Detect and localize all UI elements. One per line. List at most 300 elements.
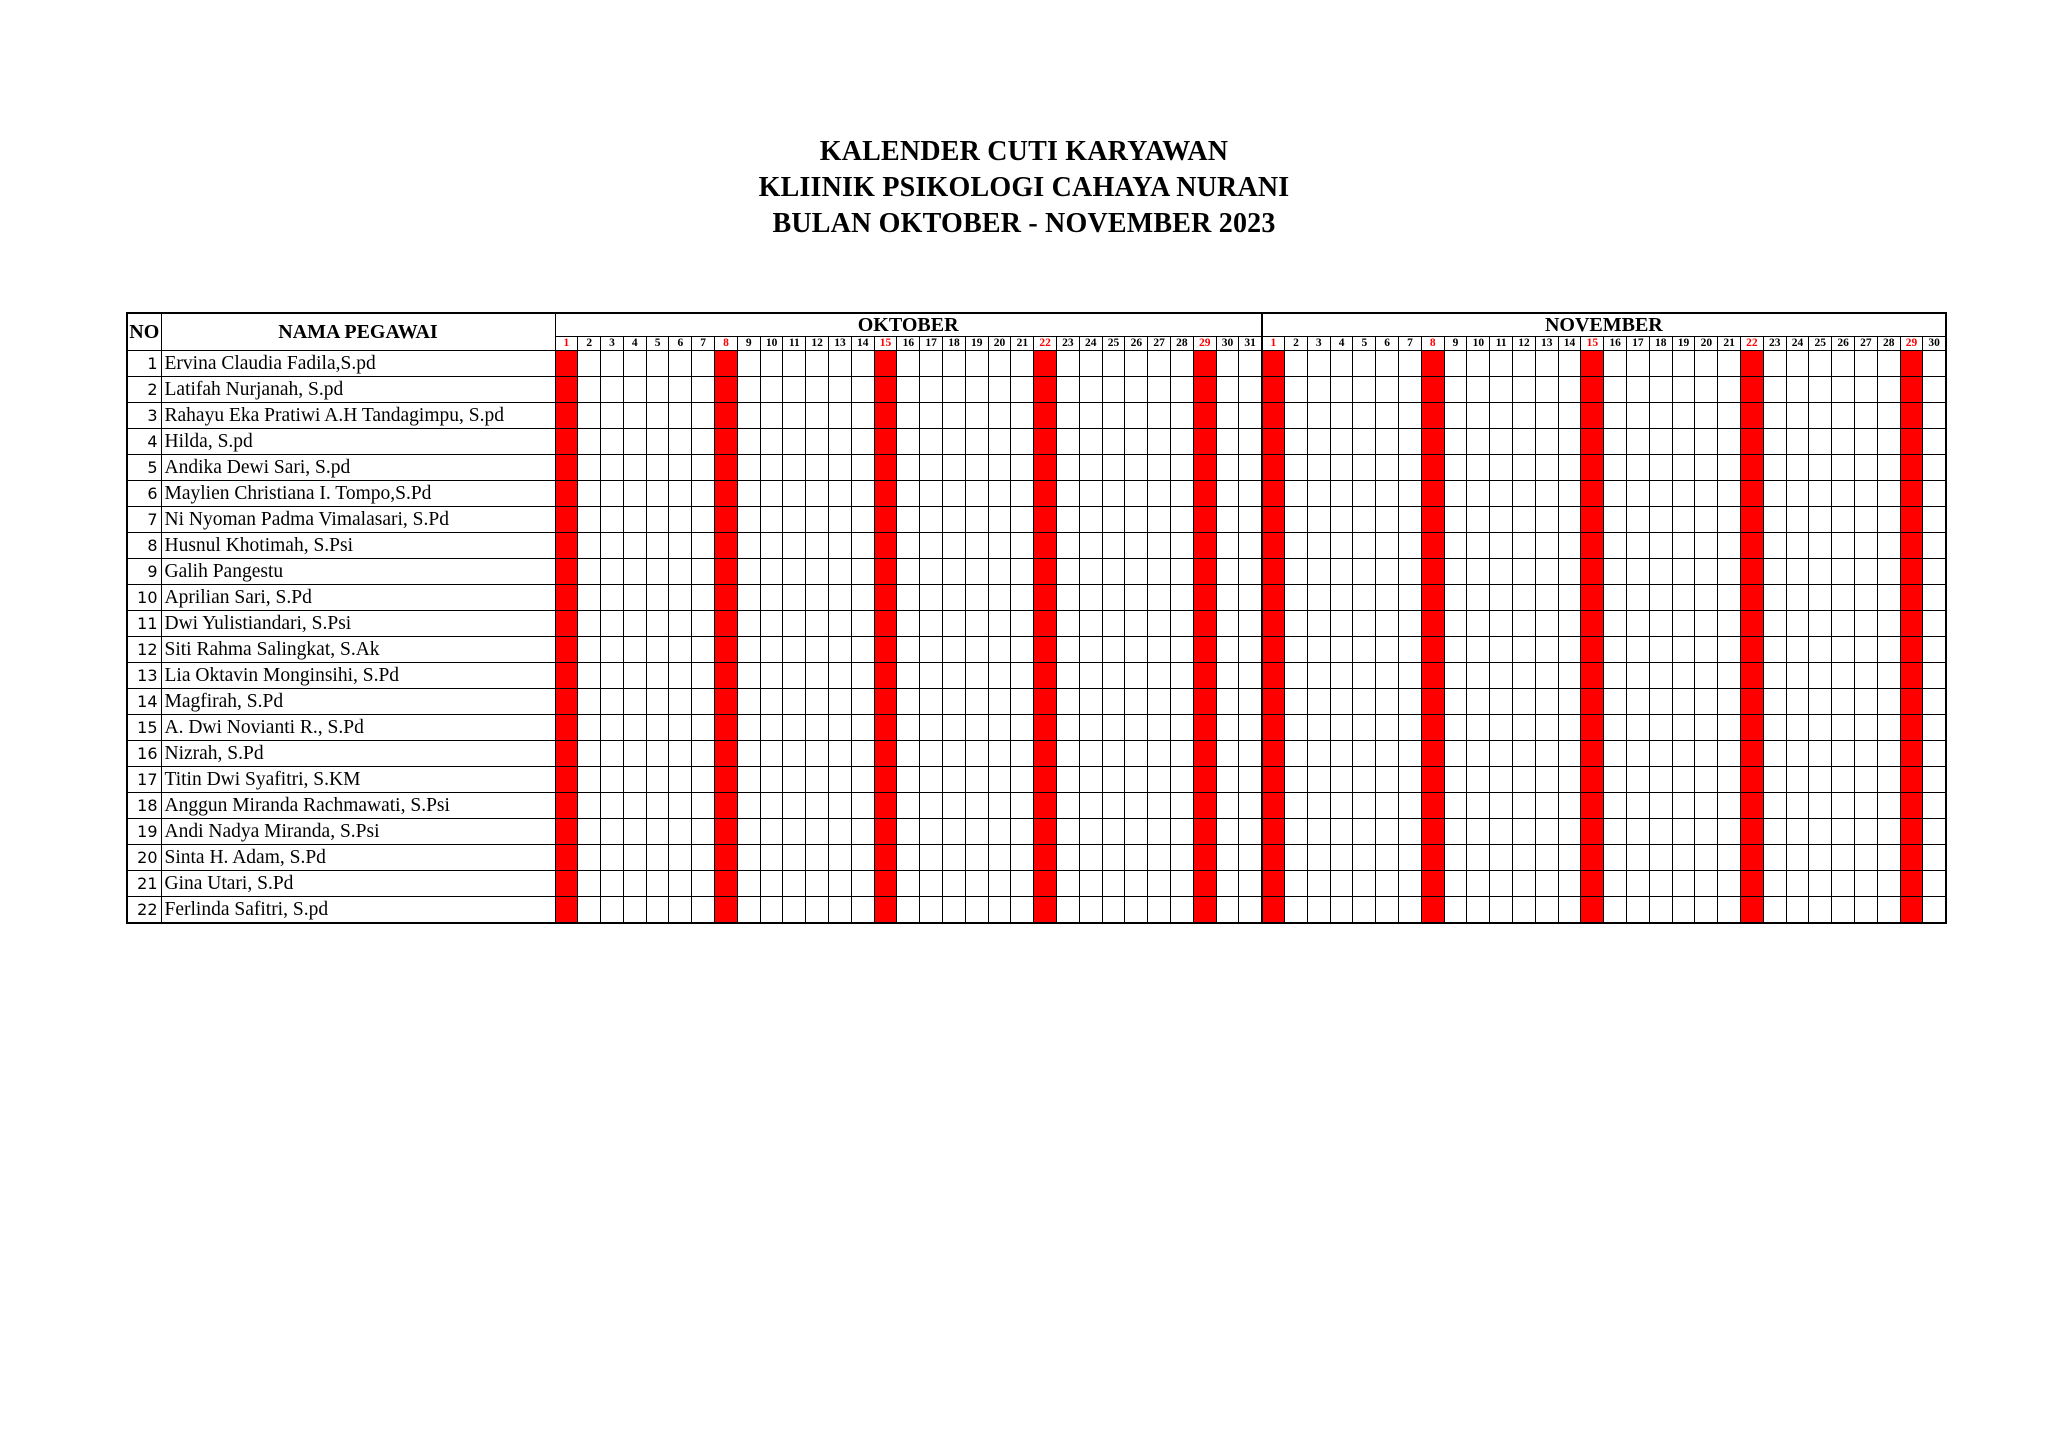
day-cell[interactable] (1148, 533, 1171, 559)
day-cell[interactable] (737, 533, 760, 559)
day-cell[interactable] (1353, 871, 1376, 897)
day-cell[interactable] (806, 767, 829, 793)
day-cell[interactable] (1011, 559, 1034, 585)
day-cell[interactable] (1513, 481, 1536, 507)
day-cell[interactable] (1627, 767, 1650, 793)
holiday-cell[interactable] (1034, 403, 1057, 429)
day-cell[interactable] (1763, 767, 1786, 793)
day-cell[interactable] (1558, 871, 1581, 897)
holiday-cell[interactable] (1193, 845, 1216, 871)
day-cell[interactable] (897, 611, 920, 637)
day-cell[interactable] (851, 377, 874, 403)
day-cell[interactable] (760, 351, 783, 377)
holiday-cell[interactable] (1034, 767, 1057, 793)
day-cell[interactable] (920, 819, 943, 845)
day-cell[interactable] (1718, 429, 1741, 455)
day-cell[interactable] (1307, 767, 1330, 793)
day-cell[interactable] (851, 715, 874, 741)
day-cell[interactable] (669, 559, 692, 585)
day-cell[interactable] (1695, 845, 1718, 871)
day-cell[interactable] (692, 637, 715, 663)
day-cell[interactable] (988, 637, 1011, 663)
day-cell[interactable] (920, 507, 943, 533)
day-cell[interactable] (1672, 845, 1695, 871)
holiday-cell[interactable] (1741, 897, 1764, 924)
day-cell[interactable] (1627, 481, 1650, 507)
day-cell[interactable] (1467, 689, 1490, 715)
day-cell[interactable] (623, 715, 646, 741)
day-cell[interactable] (1786, 559, 1809, 585)
day-cell[interactable] (1672, 689, 1695, 715)
day-cell[interactable] (1513, 793, 1536, 819)
day-cell[interactable] (1490, 455, 1513, 481)
day-cell[interactable] (1490, 741, 1513, 767)
day-cell[interactable] (1307, 715, 1330, 741)
day-cell[interactable] (1672, 351, 1695, 377)
holiday-cell[interactable] (1741, 559, 1764, 585)
day-cell[interactable] (897, 793, 920, 819)
day-cell[interactable] (897, 819, 920, 845)
day-cell[interactable] (965, 533, 988, 559)
holiday-cell[interactable] (555, 481, 578, 507)
day-cell[interactable] (578, 845, 601, 871)
holiday-cell[interactable] (1034, 429, 1057, 455)
day-cell[interactable] (1125, 455, 1148, 481)
holiday-cell[interactable] (874, 533, 897, 559)
day-cell[interactable] (1285, 507, 1308, 533)
day-cell[interactable] (1171, 403, 1194, 429)
day-cell[interactable] (1285, 559, 1308, 585)
day-cell[interactable] (692, 741, 715, 767)
day-cell[interactable] (601, 507, 624, 533)
day-cell[interactable] (783, 507, 806, 533)
day-cell[interactable] (1125, 507, 1148, 533)
day-cell[interactable] (601, 455, 624, 481)
day-cell[interactable] (760, 455, 783, 481)
day-cell[interactable] (1467, 377, 1490, 403)
day-cell[interactable] (623, 637, 646, 663)
day-cell[interactable] (1649, 507, 1672, 533)
day-cell[interactable] (1171, 611, 1194, 637)
day-cell[interactable] (829, 897, 852, 924)
holiday-cell[interactable] (1193, 793, 1216, 819)
holiday-cell[interactable] (1900, 897, 1923, 924)
day-cell[interactable] (1057, 741, 1080, 767)
day-cell[interactable] (1923, 689, 1946, 715)
holiday-cell[interactable] (555, 585, 578, 611)
day-cell[interactable] (1239, 585, 1262, 611)
day-cell[interactable] (1672, 819, 1695, 845)
day-cell[interactable] (1809, 429, 1832, 455)
day-cell[interactable] (623, 351, 646, 377)
day-cell[interactable] (737, 611, 760, 637)
holiday-cell[interactable] (1421, 559, 1444, 585)
day-cell[interactable] (1763, 611, 1786, 637)
holiday-cell[interactable] (1193, 559, 1216, 585)
holiday-cell[interactable] (1581, 897, 1604, 924)
holiday-cell[interactable] (555, 611, 578, 637)
day-cell[interactable] (1604, 351, 1627, 377)
day-cell[interactable] (1855, 845, 1878, 871)
holiday-cell[interactable] (1034, 689, 1057, 715)
day-cell[interactable] (737, 767, 760, 793)
holiday-cell[interactable] (874, 455, 897, 481)
day-cell[interactable] (1695, 377, 1718, 403)
holiday-cell[interactable] (874, 403, 897, 429)
day-cell[interactable] (1786, 481, 1809, 507)
day-cell[interactable] (601, 481, 624, 507)
day-cell[interactable] (829, 533, 852, 559)
day-cell[interactable] (669, 507, 692, 533)
day-cell[interactable] (1057, 481, 1080, 507)
day-cell[interactable] (1399, 689, 1422, 715)
day-cell[interactable] (692, 507, 715, 533)
day-cell[interactable] (943, 507, 966, 533)
day-cell[interactable] (1649, 871, 1672, 897)
holiday-cell[interactable] (874, 377, 897, 403)
day-cell[interactable] (829, 741, 852, 767)
holiday-cell[interactable] (1900, 429, 1923, 455)
day-cell[interactable] (601, 351, 624, 377)
day-cell[interactable] (1763, 793, 1786, 819)
holiday-cell[interactable] (1193, 377, 1216, 403)
day-cell[interactable] (1079, 403, 1102, 429)
day-cell[interactable] (897, 351, 920, 377)
day-cell[interactable] (1695, 741, 1718, 767)
day-cell[interactable] (783, 819, 806, 845)
day-cell[interactable] (806, 871, 829, 897)
day-cell[interactable] (806, 507, 829, 533)
day-cell[interactable] (1102, 455, 1125, 481)
day-cell[interactable] (1285, 351, 1308, 377)
day-cell[interactable] (1718, 351, 1741, 377)
day-cell[interactable] (1102, 429, 1125, 455)
day-cell[interactable] (1467, 533, 1490, 559)
day-cell[interactable] (760, 377, 783, 403)
day-cell[interactable] (1604, 611, 1627, 637)
holiday-cell[interactable] (555, 429, 578, 455)
day-cell[interactable] (1467, 767, 1490, 793)
day-cell[interactable] (1763, 533, 1786, 559)
holiday-cell[interactable] (874, 351, 897, 377)
day-cell[interactable] (1353, 377, 1376, 403)
day-cell[interactable] (1558, 663, 1581, 689)
day-cell[interactable] (1376, 559, 1399, 585)
day-cell[interactable] (1604, 533, 1627, 559)
day-cell[interactable] (1604, 845, 1627, 871)
day-cell[interactable] (1855, 559, 1878, 585)
day-cell[interactable] (1923, 585, 1946, 611)
day-cell[interactable] (1672, 507, 1695, 533)
day-cell[interactable] (1718, 715, 1741, 741)
day-cell[interactable] (1786, 533, 1809, 559)
day-cell[interactable] (1763, 377, 1786, 403)
day-cell[interactable] (1718, 533, 1741, 559)
day-cell[interactable] (1535, 845, 1558, 871)
day-cell[interactable] (601, 637, 624, 663)
day-cell[interactable] (1627, 585, 1650, 611)
day-cell[interactable] (988, 351, 1011, 377)
day-cell[interactable] (943, 559, 966, 585)
holiday-cell[interactable] (1581, 663, 1604, 689)
day-cell[interactable] (1125, 585, 1148, 611)
day-cell[interactable] (1513, 871, 1536, 897)
holiday-cell[interactable] (715, 377, 738, 403)
holiday-cell[interactable] (1741, 715, 1764, 741)
day-cell[interactable] (1649, 377, 1672, 403)
day-cell[interactable] (760, 559, 783, 585)
holiday-cell[interactable] (715, 455, 738, 481)
day-cell[interactable] (623, 897, 646, 924)
day-cell[interactable] (1513, 845, 1536, 871)
day-cell[interactable] (737, 403, 760, 429)
day-cell[interactable] (829, 403, 852, 429)
day-cell[interactable] (1216, 663, 1239, 689)
day-cell[interactable] (578, 507, 601, 533)
day-cell[interactable] (920, 403, 943, 429)
day-cell[interactable] (1467, 715, 1490, 741)
holiday-cell[interactable] (874, 585, 897, 611)
day-cell[interactable] (1809, 533, 1832, 559)
day-cell[interactable] (1125, 689, 1148, 715)
holiday-cell[interactable] (555, 559, 578, 585)
holiday-cell[interactable] (1034, 611, 1057, 637)
day-cell[interactable] (1444, 741, 1467, 767)
holiday-cell[interactable] (1741, 533, 1764, 559)
day-cell[interactable] (1239, 403, 1262, 429)
day-cell[interactable] (1079, 793, 1102, 819)
day-cell[interactable] (1011, 741, 1034, 767)
day-cell[interactable] (1695, 663, 1718, 689)
day-cell[interactable] (1718, 897, 1741, 924)
holiday-cell[interactable] (1421, 611, 1444, 637)
holiday-cell[interactable] (555, 845, 578, 871)
holiday-cell[interactable] (1193, 611, 1216, 637)
day-cell[interactable] (1627, 611, 1650, 637)
day-cell[interactable] (1627, 871, 1650, 897)
day-cell[interactable] (1535, 871, 1558, 897)
holiday-cell[interactable] (715, 871, 738, 897)
day-cell[interactable] (1695, 403, 1718, 429)
day-cell[interactable] (1786, 663, 1809, 689)
day-cell[interactable] (1877, 481, 1900, 507)
holiday-cell[interactable] (1900, 689, 1923, 715)
day-cell[interactable] (1877, 455, 1900, 481)
day-cell[interactable] (965, 429, 988, 455)
day-cell[interactable] (578, 663, 601, 689)
day-cell[interactable] (965, 611, 988, 637)
day-cell[interactable] (1467, 559, 1490, 585)
day-cell[interactable] (1627, 533, 1650, 559)
day-cell[interactable] (851, 559, 874, 585)
day-cell[interactable] (1057, 689, 1080, 715)
day-cell[interactable] (692, 663, 715, 689)
day-cell[interactable] (1285, 715, 1308, 741)
day-cell[interactable] (1832, 559, 1855, 585)
day-cell[interactable] (1239, 793, 1262, 819)
day-cell[interactable] (965, 507, 988, 533)
day-cell[interactable] (1695, 507, 1718, 533)
day-cell[interactable] (1330, 403, 1353, 429)
day-cell[interactable] (1718, 559, 1741, 585)
day-cell[interactable] (601, 533, 624, 559)
day-cell[interactable] (988, 897, 1011, 924)
day-cell[interactable] (943, 403, 966, 429)
day-cell[interactable] (1376, 819, 1399, 845)
day-cell[interactable] (806, 793, 829, 819)
holiday-cell[interactable] (1421, 429, 1444, 455)
day-cell[interactable] (965, 767, 988, 793)
day-cell[interactable] (1307, 403, 1330, 429)
day-cell[interactable] (1923, 533, 1946, 559)
day-cell[interactable] (1444, 507, 1467, 533)
day-cell[interactable] (1467, 429, 1490, 455)
day-cell[interactable] (988, 559, 1011, 585)
day-cell[interactable] (1148, 871, 1171, 897)
holiday-cell[interactable] (1034, 819, 1057, 845)
day-cell[interactable] (988, 481, 1011, 507)
day-cell[interactable] (851, 819, 874, 845)
day-cell[interactable] (806, 689, 829, 715)
holiday-cell[interactable] (1900, 559, 1923, 585)
day-cell[interactable] (1239, 429, 1262, 455)
day-cell[interactable] (1923, 663, 1946, 689)
day-cell[interactable] (1809, 559, 1832, 585)
day-cell[interactable] (623, 611, 646, 637)
day-cell[interactable] (1330, 611, 1353, 637)
day-cell[interactable] (1718, 585, 1741, 611)
day-cell[interactable] (1695, 793, 1718, 819)
day-cell[interactable] (1467, 897, 1490, 924)
day-cell[interactable] (1558, 481, 1581, 507)
day-cell[interactable] (1718, 845, 1741, 871)
day-cell[interactable] (1535, 819, 1558, 845)
day-cell[interactable] (1376, 351, 1399, 377)
day-cell[interactable] (1649, 481, 1672, 507)
day-cell[interactable] (1672, 663, 1695, 689)
holiday-cell[interactable] (1262, 637, 1285, 663)
day-cell[interactable] (1125, 611, 1148, 637)
day-cell[interactable] (1672, 585, 1695, 611)
day-cell[interactable] (1513, 455, 1536, 481)
day-cell[interactable] (806, 611, 829, 637)
day-cell[interactable] (1011, 819, 1034, 845)
day-cell[interactable] (1718, 611, 1741, 637)
day-cell[interactable] (760, 611, 783, 637)
day-cell[interactable] (1125, 429, 1148, 455)
holiday-cell[interactable] (555, 533, 578, 559)
day-cell[interactable] (1376, 689, 1399, 715)
day-cell[interactable] (1535, 611, 1558, 637)
holiday-cell[interactable] (1900, 585, 1923, 611)
day-cell[interactable] (1376, 897, 1399, 924)
day-cell[interactable] (1877, 689, 1900, 715)
day-cell[interactable] (1307, 481, 1330, 507)
day-cell[interactable] (1923, 793, 1946, 819)
day-cell[interactable] (1649, 637, 1672, 663)
day-cell[interactable] (623, 689, 646, 715)
day-cell[interactable] (1216, 715, 1239, 741)
holiday-cell[interactable] (1581, 429, 1604, 455)
day-cell[interactable] (1444, 897, 1467, 924)
day-cell[interactable] (1285, 663, 1308, 689)
day-cell[interactable] (623, 377, 646, 403)
day-cell[interactable] (943, 663, 966, 689)
holiday-cell[interactable] (715, 351, 738, 377)
day-cell[interactable] (578, 819, 601, 845)
holiday-cell[interactable] (1421, 793, 1444, 819)
day-cell[interactable] (646, 559, 669, 585)
day-cell[interactable] (578, 637, 601, 663)
day-cell[interactable] (851, 533, 874, 559)
day-cell[interactable] (646, 741, 669, 767)
day-cell[interactable] (988, 663, 1011, 689)
day-cell[interactable] (1171, 871, 1194, 897)
holiday-cell[interactable] (1034, 351, 1057, 377)
day-cell[interactable] (1079, 351, 1102, 377)
day-cell[interactable] (1399, 559, 1422, 585)
day-cell[interactable] (1627, 689, 1650, 715)
holiday-cell[interactable] (1034, 897, 1057, 924)
day-cell[interactable] (1399, 767, 1422, 793)
day-cell[interactable] (1079, 897, 1102, 924)
day-cell[interactable] (1809, 767, 1832, 793)
day-cell[interactable] (1832, 637, 1855, 663)
day-cell[interactable] (1649, 559, 1672, 585)
day-cell[interactable] (646, 819, 669, 845)
day-cell[interactable] (1832, 845, 1855, 871)
day-cell[interactable] (1353, 429, 1376, 455)
day-cell[interactable] (1535, 377, 1558, 403)
day-cell[interactable] (1627, 377, 1650, 403)
day-cell[interactable] (943, 793, 966, 819)
holiday-cell[interactable] (1034, 559, 1057, 585)
day-cell[interactable] (623, 403, 646, 429)
holiday-cell[interactable] (874, 689, 897, 715)
day-cell[interactable] (623, 871, 646, 897)
day-cell[interactable] (1285, 611, 1308, 637)
day-cell[interactable] (1444, 611, 1467, 637)
day-cell[interactable] (1148, 689, 1171, 715)
day-cell[interactable] (1057, 403, 1080, 429)
day-cell[interactable] (965, 585, 988, 611)
day-cell[interactable] (1490, 403, 1513, 429)
day-cell[interactable] (783, 351, 806, 377)
day-cell[interactable] (623, 429, 646, 455)
day-cell[interactable] (1125, 741, 1148, 767)
holiday-cell[interactable] (715, 793, 738, 819)
day-cell[interactable] (1786, 845, 1809, 871)
holiday-cell[interactable] (874, 819, 897, 845)
day-cell[interactable] (1171, 377, 1194, 403)
day-cell[interactable] (692, 533, 715, 559)
day-cell[interactable] (988, 715, 1011, 741)
day-cell[interactable] (1330, 377, 1353, 403)
day-cell[interactable] (851, 845, 874, 871)
day-cell[interactable] (1832, 429, 1855, 455)
day-cell[interactable] (760, 507, 783, 533)
holiday-cell[interactable] (1741, 351, 1764, 377)
day-cell[interactable] (1444, 429, 1467, 455)
day-cell[interactable] (1672, 481, 1695, 507)
day-cell[interactable] (1376, 663, 1399, 689)
day-cell[interactable] (1444, 585, 1467, 611)
day-cell[interactable] (1809, 377, 1832, 403)
day-cell[interactable] (897, 455, 920, 481)
holiday-cell[interactable] (715, 429, 738, 455)
day-cell[interactable] (669, 611, 692, 637)
day-cell[interactable] (920, 689, 943, 715)
